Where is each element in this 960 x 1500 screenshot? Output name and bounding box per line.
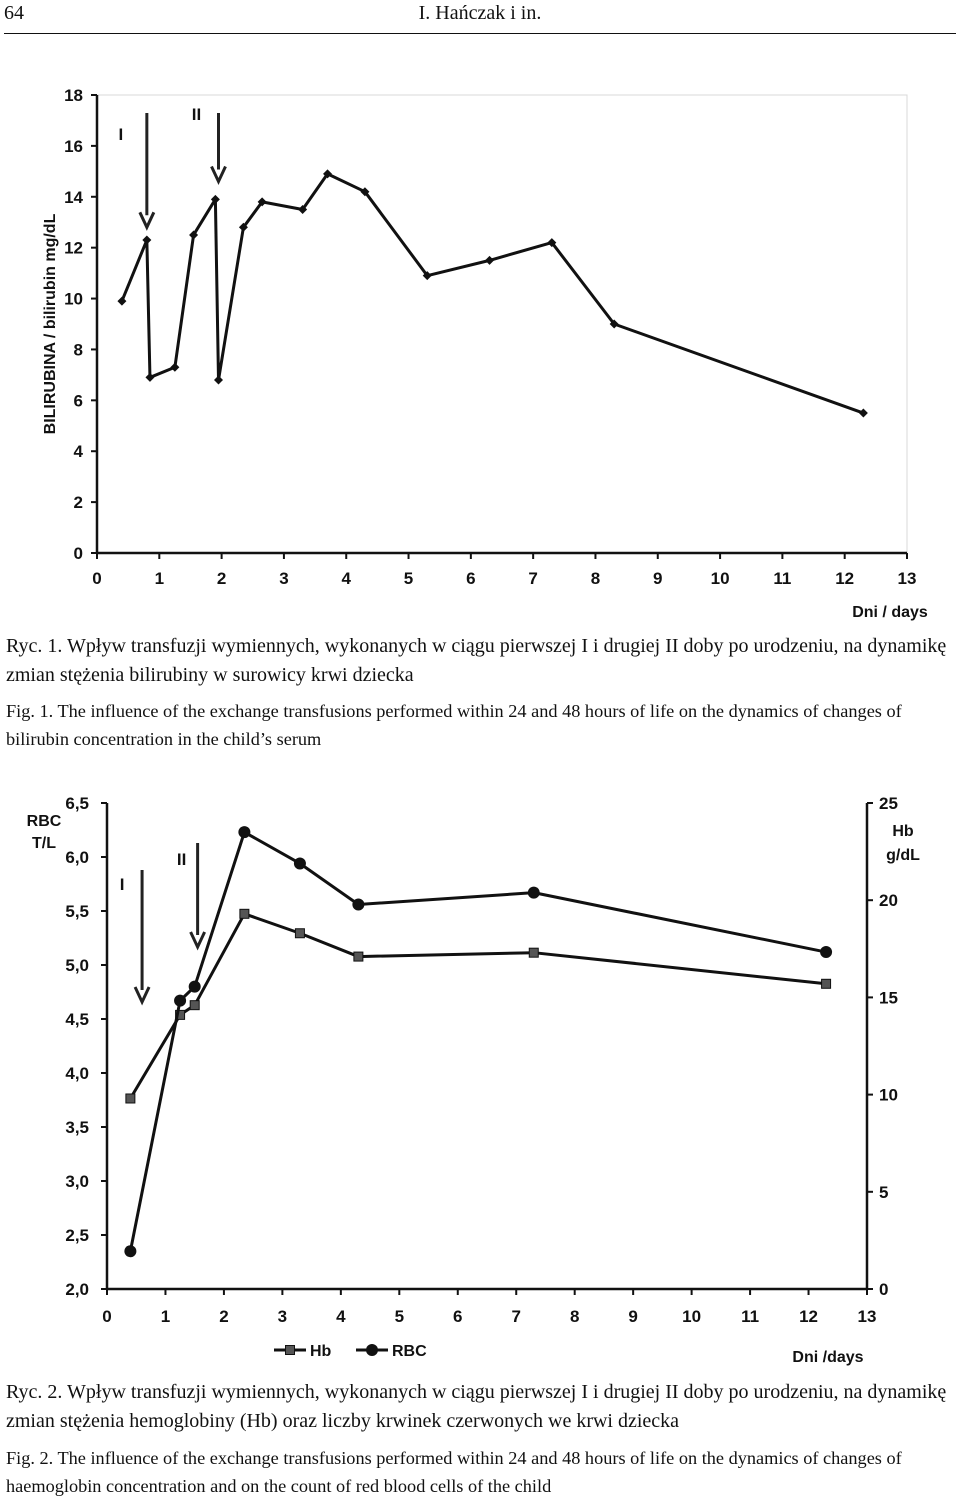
x-tick-label: 9	[628, 1307, 638, 1326]
hb-data-point	[822, 979, 831, 988]
x-tick-label: 1	[160, 1307, 171, 1326]
y-tick-label: 4,5	[65, 1010, 89, 1029]
hb-data-point	[354, 952, 363, 961]
x-tick-label: 4	[336, 1307, 346, 1326]
bilirubin-chart	[0, 80, 960, 630]
header-rule	[4, 33, 956, 34]
y-tick-label: 5,5	[65, 902, 89, 921]
y-axis-label-line: RBC	[26, 813, 62, 830]
hb-data-point	[295, 929, 304, 938]
y-tick-label: 2,5	[65, 1226, 89, 1245]
x-tick-label: 3	[277, 1307, 288, 1326]
hb-data-point	[190, 1001, 199, 1010]
y2-tick-label: 25	[879, 794, 898, 813]
x-tick-label: 0	[92, 569, 102, 588]
rbc-data-point	[352, 899, 364, 911]
x-tick-label: 7	[528, 569, 538, 588]
data-point-diamond	[485, 256, 494, 265]
y-tick-label: 4	[73, 442, 83, 462]
x-tick-label: 1	[154, 569, 165, 588]
y2-axis-label-line: Hb	[892, 823, 914, 840]
hb-data-point	[240, 909, 249, 918]
x-tick-label: 11	[741, 1307, 760, 1326]
rbc-data-point	[528, 887, 540, 899]
x-tick-label: 8	[569, 1307, 580, 1326]
y-tick-label: 18	[64, 86, 83, 105]
x-tick-label: 13	[857, 1307, 877, 1326]
x-tick-label: 2	[219, 1307, 229, 1326]
x-tick-label: 13	[897, 569, 917, 588]
rbc-data-point	[174, 995, 186, 1007]
x-tick-label: 9	[653, 569, 663, 588]
x-tick-label: 10	[682, 1307, 702, 1326]
data-point-diamond	[142, 236, 151, 245]
y2-tick-label: 5	[879, 1182, 889, 1202]
figure-1-caption-pl: Ryc. 1. Wpływ transfuzji wymiennych, wykonanych w ciągu pierwszej I i drugiej II doby po urodzeniu, na dynamikę zmian stężenia bilirubiny w surowicy krwi dziecka	[6, 635, 947, 686]
rbc-data-point	[294, 857, 306, 869]
y-tick-label: 12	[64, 238, 83, 258]
y-tick-label: 6,5	[65, 794, 89, 813]
x-tick-label: 12	[835, 569, 855, 588]
x-tick-label: 3	[279, 569, 289, 588]
arrow-label: I	[119, 875, 125, 894]
hb-data-point	[126, 1094, 135, 1103]
y2-tick-label: 15	[879, 988, 898, 1008]
page-number: 64	[4, 2, 24, 24]
y-axis-label-rbc	[27, 813, 62, 852]
arrow-label: II	[191, 105, 202, 124]
x-tick-label: 6	[453, 1307, 463, 1326]
running-head: I. Hańczak i in.	[418, 2, 542, 24]
y-tick-label: 6	[73, 391, 83, 411]
data-point-diamond	[859, 409, 868, 418]
y2-tick-label: 20	[879, 891, 898, 911]
arrow-label: I	[118, 125, 124, 144]
rbc-data-point	[124, 1245, 136, 1257]
hb-rbc-chart	[0, 785, 960, 1375]
y-tick-label: 3,0	[65, 1172, 89, 1191]
x-axis-label: Dni /days	[792, 1349, 864, 1366]
bilirubin-series-line	[122, 174, 863, 413]
y2-tick-label: 0	[879, 1280, 889, 1299]
x-tick-label: 5	[403, 569, 414, 588]
x-tick-label: 4	[341, 569, 351, 588]
page-header	[0, 0, 960, 38]
data-point-diamond	[145, 373, 154, 382]
x-tick-label: 12	[799, 1307, 818, 1326]
figure-2-caption-pl: Ryc. 2. Wpływ transfuzji wymiennych, wykonanych w ciągu pierwszej I i drugiej II doby po urodzeniu, na dynamikę zmian stężenia hemoglobiny (Hb) oraz liczby krwinek czerwonych we krwi dziecka	[6, 1381, 947, 1432]
x-tick-label: 2	[216, 569, 227, 588]
rbc-series-line	[130, 832, 826, 1251]
x-tick-label: 10	[710, 569, 730, 588]
data-point-diamond	[117, 297, 126, 306]
rbc-data-point	[238, 826, 250, 838]
y-tick-label: 2,0	[65, 1280, 89, 1299]
arrow-label: II	[176, 850, 187, 869]
y-tick-label: 8	[73, 340, 83, 360]
x-tick-label: 0	[102, 1307, 112, 1326]
y-tick-label: 6,0	[65, 848, 89, 867]
y2-tick-label: 10	[879, 1085, 898, 1105]
hb-data-point	[529, 948, 538, 957]
rbc-data-point	[820, 946, 832, 958]
y-tick-label: 3,5	[65, 1118, 89, 1137]
legend-rbc-label: RBC	[392, 1343, 427, 1360]
hb-series-line	[130, 914, 826, 1099]
legend-hb-marker	[286, 1346, 295, 1355]
y-tick-label: 4,0	[65, 1064, 89, 1083]
figure-1-caption-en: Fig. 1. The influence of the exchange transfusions performed within 24 and 48 hours of life on the dynamics of changes of bilirubin concentration in the child’s serum	[6, 701, 902, 749]
y-tick-label: 16	[64, 136, 83, 156]
x-tick-label: 11	[773, 569, 792, 588]
legend-hb-label: Hb	[310, 1343, 332, 1360]
y-axis-label-line: T/L	[32, 835, 56, 852]
x-tick-label: 6	[466, 569, 476, 588]
rbc-data-point	[189, 981, 201, 993]
x-tick-label: 5	[394, 1307, 405, 1326]
legend-rbc-marker	[366, 1344, 378, 1356]
y-axis-label-hb	[886, 823, 920, 864]
y2-axis-label-line: g/dL	[886, 847, 920, 864]
y-axis-label: BILIRUBINA / bilirubin mg/dL	[42, 213, 59, 435]
x-tick-label: 8	[590, 569, 601, 588]
data-point-diamond	[170, 363, 179, 372]
y-tick-label: 5,0	[65, 956, 89, 975]
y-tick-label: 14	[64, 187, 83, 207]
x-axis-label: Dni / days	[852, 604, 928, 621]
figure-2-caption-en: Fig. 2. The influence of the exchange transfusions performed within 24 and 48 hours of life on the dynamics of changes of haemoglobin concentration and on the count of red blood cells of the child	[6, 1448, 902, 1496]
y-tick-label: 2	[73, 493, 83, 513]
data-point-diamond	[214, 375, 223, 384]
legend	[274, 1343, 427, 1360]
y-tick-label: 10	[64, 289, 83, 309]
y-tick-label: 0	[73, 544, 83, 563]
x-tick-label: 7	[511, 1307, 521, 1326]
